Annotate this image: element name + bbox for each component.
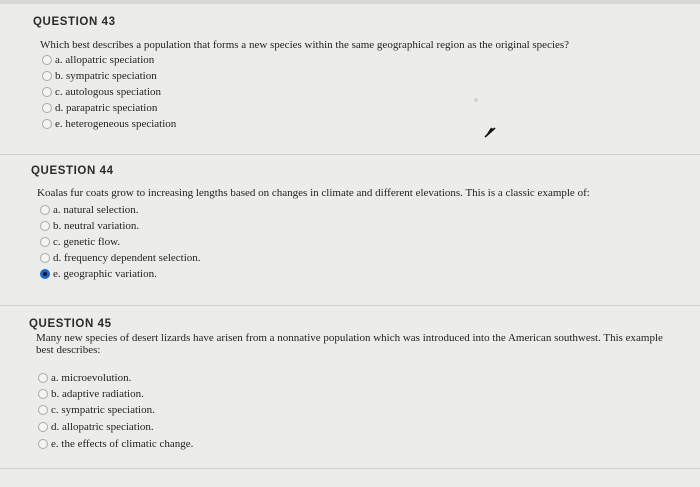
radio-button-icon[interactable] (40, 253, 50, 263)
question-45-text-line2: best describes: (36, 344, 101, 356)
radio-button-icon[interactable] (42, 103, 52, 113)
q43-option-d[interactable] (42, 101, 157, 115)
q45-option-c[interactable] (38, 403, 155, 417)
radio-button-icon[interactable] (38, 405, 48, 415)
radio-button-icon[interactable] (40, 205, 50, 215)
q45-option-d[interactable] (38, 420, 154, 434)
q45-option-c-label: c. sympatric speciation. (51, 404, 155, 416)
q44-option-d-label: d. frequency dependent selection. (53, 252, 201, 264)
q43-option-c[interactable] (42, 85, 161, 99)
question-divider (0, 154, 700, 155)
question-45-header: QUESTION 45 (29, 318, 112, 330)
q44-option-d[interactable] (40, 251, 201, 265)
q44-option-b[interactable] (40, 219, 139, 233)
q43-option-a-label: a. allopatric speciation (55, 54, 155, 66)
q44-option-c[interactable] (40, 235, 120, 249)
q45-option-b[interactable] (38, 387, 144, 401)
q43-option-e[interactable] (42, 117, 176, 131)
q44-option-c-label: c. genetic flow. (53, 236, 121, 248)
q44-option-e-label: e. geographic variation. (53, 268, 157, 280)
radio-button-icon[interactable] (38, 373, 48, 383)
q43-option-b[interactable] (42, 69, 157, 83)
top-edge (0, 0, 700, 4)
question-43-header: QUESTION 43 (33, 16, 116, 28)
q43-option-e-label: e. heterogeneous speciation (55, 118, 177, 130)
q43-option-b-label: b. sympatric speciation (55, 70, 157, 82)
q45-option-e-label: e. the effects of climatic change. (51, 438, 194, 450)
radio-button-icon[interactable] (40, 221, 50, 231)
q44-option-e[interactable] (40, 267, 157, 281)
question-44-text: Koalas fur coats grow to increasing lengths based on changes in climate and different elevations. This is a classic example of: (37, 187, 590, 199)
q44-option-a-label: a. natural selection. (53, 204, 139, 216)
question-45-text-line1: Many new species of desert lizards have arisen from a nonnative population which was introduced into the American southwest. This example (36, 332, 663, 344)
radio-button-icon[interactable] (42, 87, 52, 97)
radio-button-icon[interactable] (38, 389, 48, 399)
question-divider (0, 305, 700, 306)
radio-button-icon[interactable] (42, 119, 52, 129)
q45-option-d-label: d. allopatric speciation. (51, 421, 154, 433)
mouse-cursor-icon (483, 125, 497, 139)
radio-button-icon[interactable] (40, 269, 50, 279)
question-43-text: Which best describes a population that forms a new species within the same geographical region as the original species? (40, 39, 570, 51)
radio-button-icon[interactable] (38, 422, 48, 432)
faint-dot (474, 98, 478, 102)
radio-button-icon[interactable] (40, 237, 50, 247)
q45-option-a-label: a. microevolution. (51, 372, 132, 384)
radio-button-icon[interactable] (38, 439, 48, 449)
q43-option-c-label: c. autologous speciation (55, 86, 162, 98)
q45-option-a[interactable] (38, 371, 131, 385)
q43-option-d-label: d. parapatric speciation (55, 102, 158, 114)
question-44-header: QUESTION 44 (31, 165, 114, 177)
q43-option-a[interactable] (42, 53, 154, 67)
q45-option-b-label: b. adaptive radiation. (51, 388, 144, 400)
radio-button-icon[interactable] (42, 55, 52, 65)
q45-option-e[interactable] (38, 437, 193, 451)
q44-option-a[interactable] (40, 203, 139, 217)
q44-option-b-label: b. neutral variation. (53, 220, 140, 232)
question-divider (0, 468, 700, 469)
radio-button-icon[interactable] (42, 71, 52, 81)
